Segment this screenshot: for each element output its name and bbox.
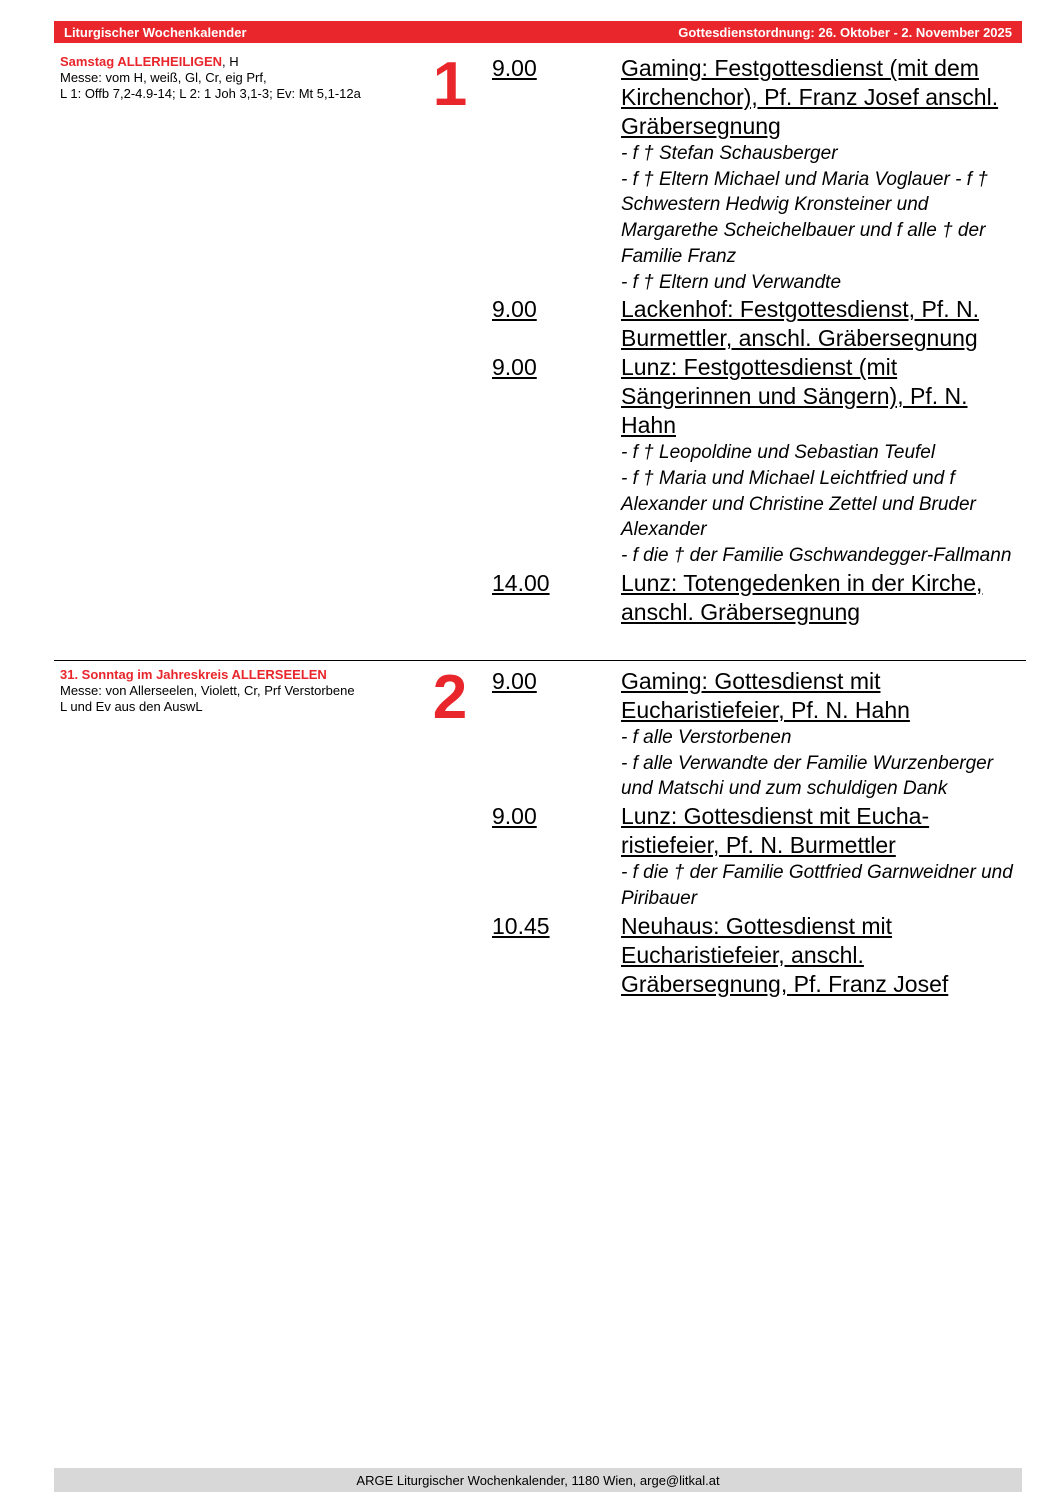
- footer-bar: [54, 1468, 1022, 1492]
- event-row: [492, 54, 1026, 295]
- header-date-range: Gottesdienstordnung: 26. Oktober - 2. November 2025: [678, 24, 1012, 40]
- event-title: Lunz: Totengedenken in der Kirche, anschl. Gräbersegnung: [621, 569, 983, 625]
- intention: - f die † der Familie Gottfried Garnweidner und Piribauer: [621, 862, 1013, 909]
- liturgy-line: Messe: von Allerseelen, Violett, Cr, Prf Verstorbene: [60, 683, 355, 698]
- event-title: Lunz: Festgottesdienst (mit Sängerinnen und Sängern), Pf. N. Hahn: [621, 354, 968, 439]
- intention: - f † Maria und Michael Leichtfried und f Alexander und Christine Zettel und Bruder Alexander: [621, 467, 976, 541]
- event-row: [492, 802, 1026, 911]
- event-title: Gaming: Gottesdienst mit Eucharistiefeier, Pf. N. Hahn: [621, 668, 910, 723]
- liturgy-line: Messe: vom H, weiß, Gl, Cr, eig Prf,: [60, 70, 267, 85]
- event-row: [492, 353, 1026, 569]
- event-row: [492, 912, 1026, 999]
- intention: - f † Eltern und Verwandte: [621, 271, 842, 293]
- liturgy-line: L und Ev aus den AuswL: [60, 699, 203, 714]
- event-time: 9.00: [492, 296, 537, 323]
- intention: - f alle Verwandte der Familie Wurzenberger und Matschi und zum schuldigen Dank: [621, 752, 994, 800]
- day-title: 31. Sonntag im Jahreskreis ALLERSEELEN: [60, 667, 327, 682]
- event-time: 14.00: [492, 569, 550, 596]
- intention: - f die † der Familie Gschwandegger-Fallmann: [621, 545, 1012, 567]
- day-number: 1: [432, 50, 468, 119]
- event-time: 9.00: [492, 354, 537, 381]
- event-row: [492, 569, 1026, 627]
- day-title: Samstag ALLERHEILIGEN, H: [60, 54, 239, 69]
- intention: - f † Stefan Schausberger: [621, 143, 838, 164]
- day-section-2: [54, 660, 1026, 997]
- event-row: [492, 667, 1026, 802]
- event-time: 10.45: [492, 912, 550, 939]
- event-list: [492, 667, 1026, 999]
- header-title: Liturgischer Wochenkalender: [64, 24, 247, 40]
- event-time: 9.00: [492, 668, 537, 694]
- event-row: [492, 295, 1026, 353]
- event-title: Gaming: Festgottesdienst (mit dem Kirchenchor), Pf. Franz Josef anschl. Gräbersegnung: [621, 55, 999, 139]
- day-number: 2: [432, 663, 468, 732]
- event-time: 9.00: [492, 55, 537, 81]
- event-list: [492, 54, 1026, 627]
- footer-text: ARGE Liturgischer Wochenkalender, 1180 Wien, arge@litkal.at: [356, 1472, 720, 1488]
- header-bar: [54, 21, 1022, 43]
- event-title: Neuhaus: Gottesdienst mit Eucharistiefeier, anschl. Gräbersegnung, Pf. Franz Josef: [621, 912, 949, 997]
- intention: - f † Leopoldine und Sebastian Teufel: [621, 442, 936, 464]
- intention: - f alle Verstorbenen: [621, 727, 792, 748]
- day-info: [60, 54, 420, 102]
- event-title: Lunz: Gottesdienst mit Eucha-ristiefeier, Pf. N. Burmettler: [621, 803, 930, 859]
- event-title: Lackenhof: Festgottesdienst, Pf. N. Burmettler, anschl. Gräbersegnung: [621, 296, 979, 352]
- event-time: 9.00: [492, 803, 537, 830]
- liturgy-line: L 1: Offb 7,2-4.9-14; L 2: 1 Joh 3,1-3; Ev: Mt 5,1-12a: [60, 86, 361, 101]
- intention: - f † Eltern Michael und Maria Voglauer - f † Schwestern Hedwig Kronsteiner und Margarethe Scheichelbauer und f alle † der Familie Franz: [621, 168, 988, 267]
- day-info: [60, 667, 420, 715]
